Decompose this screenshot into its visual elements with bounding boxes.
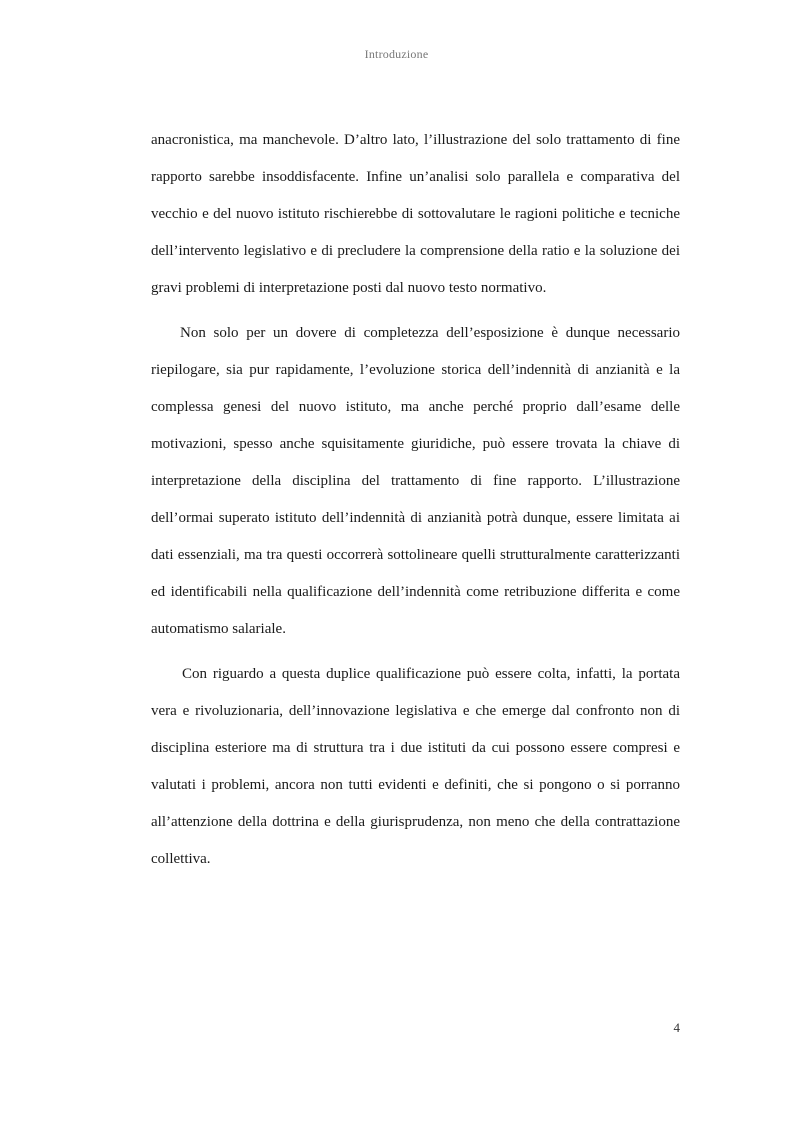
paragraph: Non solo per un dovere di completezza dell’esposizione è dunque necessario riepilogare, sia pur rapidamente, l’evoluzione storica dell’indennità di anzianità e la complessa genesi del nuovo istituto, ma anche perché proprio dall’esame delle motivazioni, spesso anche squisitamente giuridiche, può essere trovata la chiave di interpretazione della disciplina del trattamento di fine rapporto. L’illustrazione dell’ormai superato istituto dell’indennità di anzianità potrà dunque, essere limitata ai dati essenziali, ma tra questi occorrerà sottolineare quelli strutturalmente caratterizzanti ed identificabili nella qualificazione dell’indennità come retribuzione differita e come automatismo salariale. <box>151 325 680 637</box>
paragraph: Con riguardo a questa duplice qualificazione può essere colta, infatti, la portata vera e rivoluzionaria, dell’innovazione legislativa e che emerge dal confronto non di disciplina esteriore ma di struttura tra i due istituti da cui possono essere compresi e valutati i problemi, ancora non tutti evidenti e definiti, che si pongono o si porranno all’attenzione della dottrina e della giurisprudenza, non meno che della contrattazione collettiva. <box>151 666 680 867</box>
page-number: 4 <box>673 1020 680 1035</box>
running-header: Introduzione <box>364 47 429 61</box>
body-text <box>151 122 680 878</box>
paragraph-continued: anacronistica, ma manchevole. D’altro lato, l’illustrazione del solo trattamento di fine rapporto sarebbe insoddisfacente. Infine un’analisi solo parallela e comparativa del vecchio e del nuovo istituto rischierebbe di sottovalutare le ragioni politiche e tecniche dell’intervento legislativo e di precludere la comprensione della ratio e la soluzione dei gravi problemi di interpretazione posti dal nuovo testo normativo. <box>151 132 680 296</box>
